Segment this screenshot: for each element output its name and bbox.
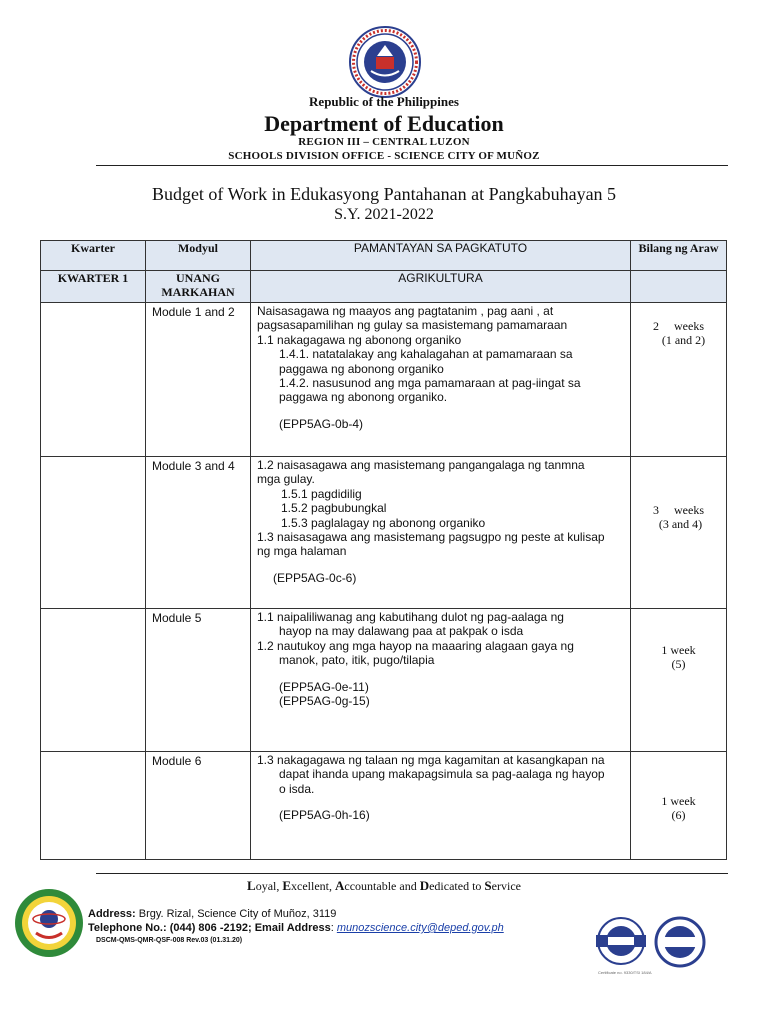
quarter-name: UNANG MARKAHAN <box>146 271 251 303</box>
competency-line: pagsasapamilihan ng gulay sa masistemang pamamaraan <box>257 318 568 333</box>
address-value: Brgy. Rizal, Science City of Muñoz, 3119 <box>135 908 337 920</box>
motto-letter: A <box>335 878 345 893</box>
email-label: Email Address <box>254 922 331 934</box>
table-row <box>41 457 727 609</box>
module-cell: Module 3 and 4 <box>146 457 251 609</box>
competency-code: (EPP5AG-0b-4) <box>279 416 364 431</box>
competency-code: (EPP5AG-0c-6) <box>273 570 357 585</box>
days-value: 3 weeks <box>653 503 704 517</box>
footer-address <box>88 908 336 920</box>
document-title: Budget of Work in Edukasyong Pantahanan at Pangkabuhayan 5 <box>151 184 617 204</box>
motto-letter: E <box>282 878 292 893</box>
days-range: (1 and 2) <box>661 333 706 348</box>
module-cell: Module 6 <box>146 752 251 860</box>
days-range: (5) <box>671 657 686 672</box>
competency-line: 1.1 naipaliliwanag ang kabutihang dulot ng pag-aalaga ng <box>257 610 564 624</box>
motto-text: ccountable and <box>344 879 420 893</box>
col-header-modyul: Modyul <box>146 241 251 271</box>
competency-line: 1.1 nakagagawa ng abonong organiko <box>257 332 462 347</box>
quarter-row <box>41 271 727 303</box>
competency-line: 1.5.2 pagbubungkal <box>281 501 387 516</box>
competency-line: Naisasagawa ng maayos ang pagtatanim , pag aani , at <box>257 304 554 318</box>
days-range: (6) <box>671 808 686 823</box>
iqnet-certification-icon <box>654 916 706 968</box>
empty-cell <box>41 752 146 860</box>
days-cell <box>631 609 727 752</box>
days-value: 1 week <box>661 794 696 808</box>
email-colon: : <box>330 922 337 934</box>
days-value: 2 weeks <box>653 319 704 333</box>
competency-line: ng mga halaman <box>257 544 347 559</box>
table-header-row <box>41 241 727 271</box>
competency-line: 1.5.1 pagdidilig <box>281 486 362 501</box>
division-label: SCHOOLS DIVISION OFFICE - SCIENCE CITY OF MUÑOZ <box>228 150 540 162</box>
certificate-number: Certificate no. 9330/TSI 184/A <box>598 970 652 975</box>
competency-cell <box>251 457 631 609</box>
competency-line: 1.4.1. natatalakay ang kahalagahan at pamamaraan sa <box>279 347 573 362</box>
table-row <box>41 609 727 752</box>
competency-line: o isda. <box>279 781 315 796</box>
table-row <box>41 752 727 860</box>
col-header-bilang: Bilang ng Araw <box>631 241 727 271</box>
table-row <box>41 303 727 457</box>
competency-code: (EPP5AG-0h-16) <box>279 808 370 823</box>
competency-line: 1.3 naisasagawa ang masistemang pagsugpo ng peste at kulisap <box>257 530 605 545</box>
competency-line: 1.3 nakagagawa ng talaan ng mga kagamitan at kasangkapan na <box>257 753 605 767</box>
motto-letter: L <box>247 878 256 893</box>
iso-certification-icon <box>590 916 652 966</box>
budget-of-work-table <box>40 240 727 860</box>
motto <box>0 878 768 894</box>
days-range: (3 and 4) <box>658 517 703 532</box>
competency-line: paggawa ng abonong organiko. <box>279 390 448 405</box>
telephone-value: (044) 806 -2192; <box>166 922 255 934</box>
republic-label: Republic of the Philippines <box>309 94 459 109</box>
telephone-label: Telephone No.: <box>88 922 167 934</box>
competency-cell <box>251 752 631 860</box>
days-cell <box>631 457 727 609</box>
col-header-kwarter: Kwarter <box>41 241 146 271</box>
competency-line: 1.5.3 paglalagay ng abonong organiko <box>281 515 486 530</box>
email-link[interactable]: munozscience.city@deped.gov.ph <box>336 922 504 934</box>
deped-seal-icon <box>349 26 421 98</box>
motto-text: oyal, <box>255 879 283 893</box>
module-cell: Module 5 <box>146 609 251 752</box>
motto-text: ervice <box>491 879 521 893</box>
motto-letter: S <box>484 878 492 893</box>
competency-line: mga gulay. <box>257 472 315 487</box>
competency-cell <box>251 609 631 752</box>
empty-cell <box>631 271 727 303</box>
competency-line: 1.4.2. nasusunod ang mga pamamaraan at pag-iingat sa <box>279 376 581 391</box>
competency-line: manok, pato, itik, pugo/tilapia <box>279 653 435 668</box>
division-logo-icon <box>14 888 84 958</box>
competency-line: dapat ihanda upang makapagsimula sa pag-aalaga ng hayop <box>279 767 605 782</box>
competency-line: hayop na may dalawang paa at pakpak o isda <box>279 624 524 639</box>
days-cell <box>631 303 727 457</box>
subject-area: AGRIKULTURA <box>251 271 631 303</box>
footer-divider <box>96 873 728 874</box>
empty-cell <box>41 457 146 609</box>
competency-line: 1.2 naisasagawa ang masistemang pangangalaga ng tanmna <box>257 458 585 472</box>
competency-code: (EPP5AG-0e-11) <box>279 679 369 694</box>
col-header-pamantayan: PAMANTAYAN SA PAGKATUTO <box>251 241 631 271</box>
empty-cell <box>41 303 146 457</box>
days-cell <box>631 752 727 860</box>
empty-cell <box>41 609 146 752</box>
days-value: 1 week <box>661 643 696 657</box>
competency-line: 1.2 nautukoy ang mga hayop na maaaring alagaan gaya ng <box>257 638 574 653</box>
header-divider <box>96 165 728 166</box>
footer-contact <box>88 922 504 934</box>
address-label: Address: <box>88 908 136 920</box>
school-year: S.Y. 2021-2022 <box>334 206 434 223</box>
motto-text: edicated to <box>429 879 485 893</box>
motto-letter: D <box>419 878 430 893</box>
competency-line: paggawa ng abonong organiko <box>279 361 444 376</box>
competency-code: (EPP5AG-0g-15) <box>279 694 370 709</box>
region-label: REGION III – CENTRAL LUZON <box>298 136 470 148</box>
competency-cell <box>251 303 631 457</box>
module-cell: Module 1 and 2 <box>146 303 251 457</box>
department-name: Department of Education <box>264 111 504 136</box>
document-code: DSCM-QMS-QMR-QSF-008 Rev.03 (01.31.20) <box>96 937 243 944</box>
motto-text: xcellent, <box>291 879 336 893</box>
quarter-label: KWARTER 1 <box>41 271 146 303</box>
